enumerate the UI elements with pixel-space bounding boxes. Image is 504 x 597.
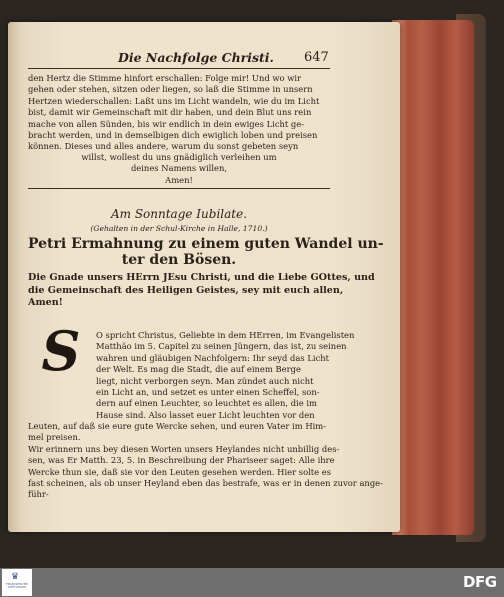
- dfg-logo[interactable]: DFG: [463, 573, 497, 591]
- text-line: willst, wollest du uns gnädiglich verleihen um: [81, 152, 277, 162]
- greeting-line: die Gemeinschaft des Heiligen Geistes, sey mit euch allen,: [28, 284, 344, 296]
- page-number: 647: [304, 50, 329, 65]
- text-line: gehen oder stehen, sitzen oder liegen, so laß die Stimme in unsern: [28, 84, 313, 95]
- decorative-initial: S: [41, 319, 81, 383]
- running-head: Die Nachfolge Christi.: [118, 50, 274, 65]
- footer-bar: [0, 568, 504, 597]
- text-line: Hertzen wiederschallen: Laßt uns im Licht wandeln, wie du im Licht: [28, 95, 320, 106]
- greeting-line: Amen!: [28, 297, 63, 308]
- text-line: O spricht Christus, Geliebte in dem HErren, im Evangelisten: [96, 330, 355, 340]
- text-line: der Welt. Es mag die Stadt, die auf einem Berge: [96, 364, 301, 375]
- text-line: dern auf einen Leuchter, so leuchtet es allen, die im: [96, 398, 317, 409]
- text-line: Wir erinnern uns bey diesen Worten unsers Heylandes nicht unbillig des-: [28, 443, 340, 454]
- title-line: Petri Ermahnung zu einem guten Wandel un-: [28, 236, 384, 252]
- text-line: den Hertz die Stimme hinfort erschallen: Folge mir! Und wo wir: [28, 73, 302, 83]
- text-line: bist, damit wir Gemeinschaft mit dir haben, und dein Blut uns rein: [28, 107, 312, 118]
- text-line: Amen!: [165, 174, 193, 185]
- eagle-icon: ♛: [11, 572, 20, 582]
- text-line: Matthäo im 5. Capitel zu seinen Jüngern, das ist, zu seinen: [96, 341, 347, 352]
- section-title: Am Sonntage Iubilate.: [110, 207, 248, 221]
- text-line: Leuten, auf daß sie eure gute Wercke sehen, und euren Vater im Him-: [28, 421, 327, 431]
- text-line: sen, was Er Matth. 23, 5. in Beschreibung der Phariseer saget: Alle ihre: [28, 455, 335, 466]
- text-line: mel preisen.: [28, 432, 81, 443]
- greeting-line: Die Gnade unsers HErrn JEsu Christi, und die Liebe GOttes, und: [28, 272, 375, 283]
- section-rule: [28, 188, 330, 189]
- text-line: fast scheinen, als ob unser Heyland eben das bestrafe, was er in denen zuvor ange-: [28, 478, 383, 488]
- section-note: (Gehalten in der Schul-Kirche in Halle, 1710.): [90, 224, 268, 233]
- text-line: wahren und gläubigen Nachfolgern: Ihr seyd das Licht: [96, 352, 330, 363]
- text-line: bracht werden, und in demselbigen dich ewiglich loben und preisen: [28, 130, 318, 140]
- header-rule: [28, 68, 330, 69]
- text-line: Wercke thun sie, daß sie vor den Leuten gesehen werden. Hier solte es: [28, 466, 332, 477]
- text-line: liegt, nicht verborgen seyn. Man zündet auch nicht: [96, 375, 314, 386]
- title-line: ter den Bösen.: [121, 252, 237, 268]
- text-line: können. Dieses und alles andere, warum du sonst gebeten seyn: [28, 141, 299, 152]
- text-line: führ-: [28, 489, 49, 500]
- text-line: deines Namens willen,: [130, 163, 228, 174]
- franckesche-logo-text: FRANCKESCHE STIFTUNGEN: [6, 583, 28, 589]
- page-edges: [392, 20, 474, 535]
- text-line: ein Licht an, und setzet es unter einen Scheffel, son-: [96, 387, 320, 397]
- text-line: mache von allen Sünden, bis wir endlich in dein ewiges Licht ge-: [28, 118, 305, 129]
- text-line: Hause sind. Also lasset euer Licht leuchten vor den: [96, 409, 315, 420]
